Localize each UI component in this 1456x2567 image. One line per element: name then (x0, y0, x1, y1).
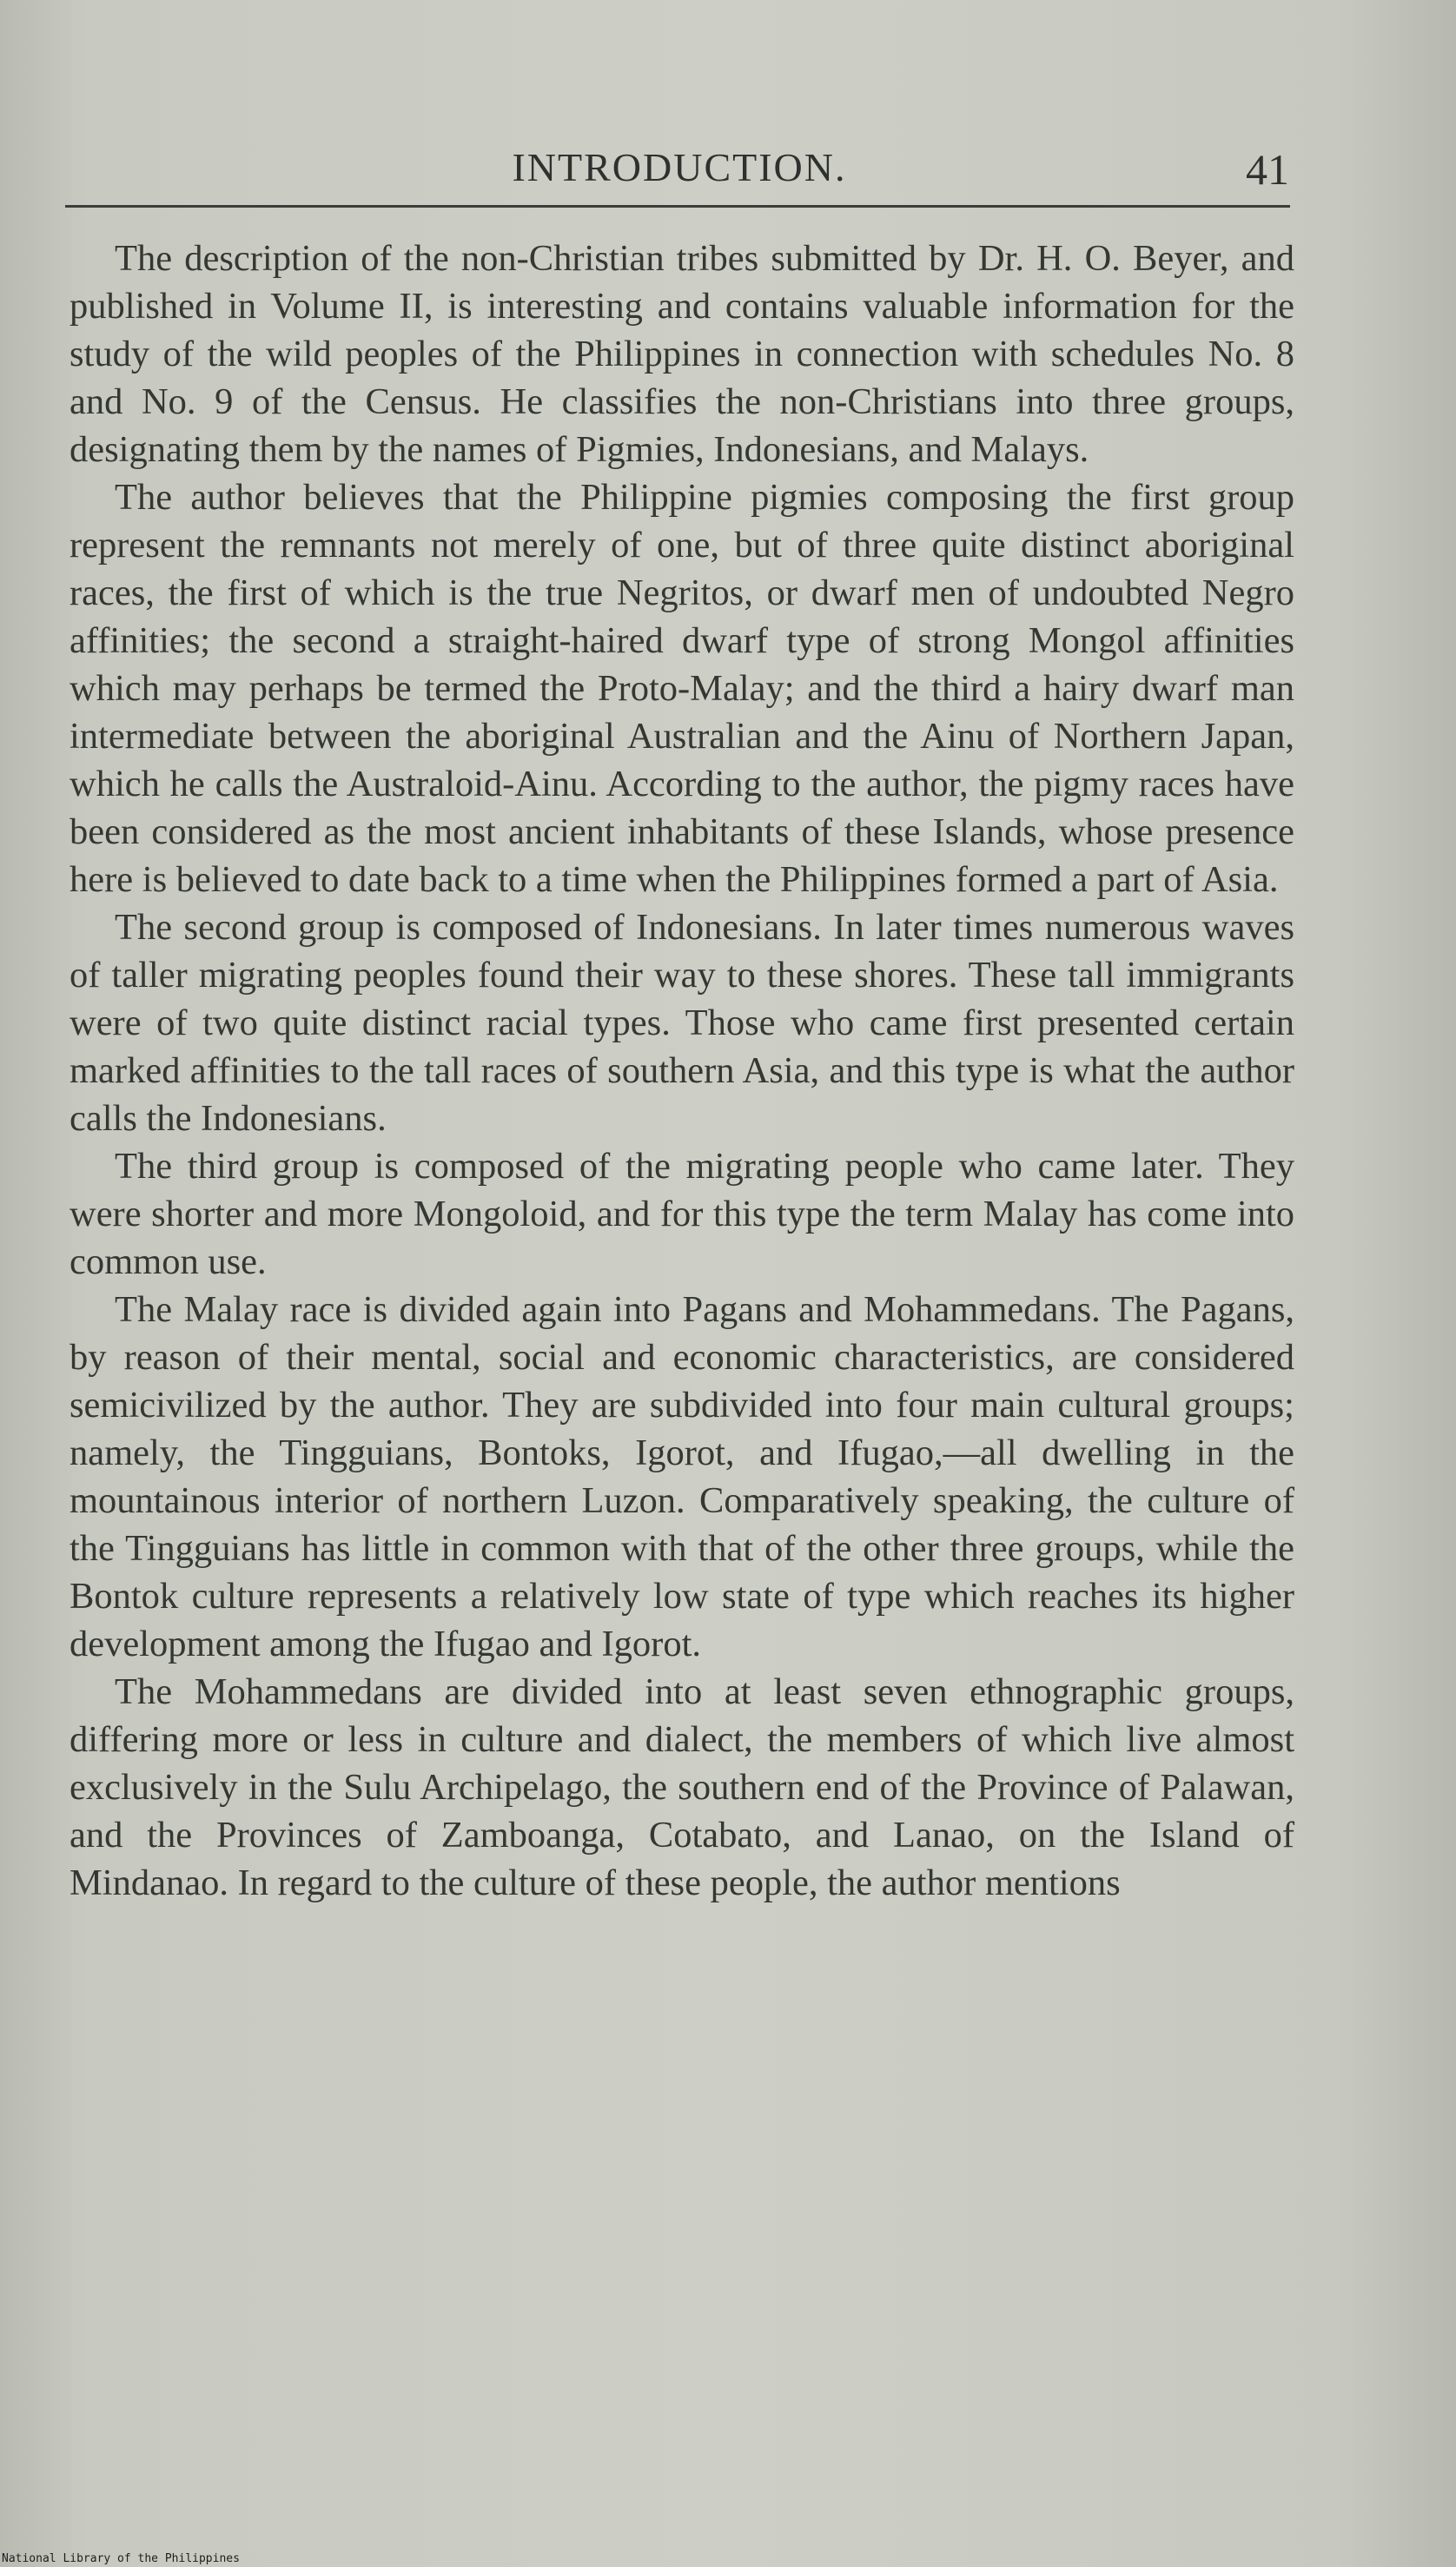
paragraph: The Mohammedans are divided into at least seven ethnographic groups, differing more or less in culture and dialect, the members of which live almost exclusively in the Sulu Archipelago, the southern end of the Province of Palawan, and the Provinces of Zamboanga, Cotabato, and Lanao, on the Island of Mindanao. In regard to the culture of these people, the author mentions (69, 1671, 1294, 1903)
paragraph: The description of the non-Christian tribes submitted by Dr. H. O. Beyer, and published in Volume II, is interesting and contains valuable information for the study of the wild peoples of the Philippines in connection with schedules No. 8 and No. 9 of the Census. He classifies the non-Christians into three groups, designating them by the names of Pigmies, Indonesians, and Malays. (69, 238, 1294, 470)
page-number: 41 (1246, 145, 1289, 194)
header-rule (65, 205, 1290, 208)
page-header (69, 139, 1289, 208)
paragraph: The Malay race is divided again into Pagans and Mohammedans. The Pagans, by reason of their mental, social and economic characteristics, are considered semicivilized by the author. They are subdivided into four main cultural groups; namely, the Tingguians, Bontoks, Igorot, and Ifugao,—all dwelling in the mountainous interior of northern Luzon. Comparatively speaking, the culture of the Tingguians has little in common with that of the other three groups, while the Bontok culture represents a relatively low state of type which reaches its higher development among the Ifugao and Igorot. (69, 1289, 1294, 1664)
paragraph: The second group is composed of Indonesians. In later times numerous waves of taller migrating peoples found their way to these shores. These tall immigrants were of two quite distinct racial types. Those who came first presented certain marked affinities to the tall races of southern Asia, and this type is what the author calls the Indonesians. (69, 907, 1294, 1139)
body-text (69, 235, 1294, 1907)
paragraph: The author believes that the Philippine pigmies composing the first group represent the remnants not merely of one, but of three quite distinct aboriginal races, the first of which is the true Negritos, or dwarf men of undoubted Negro affinities; the second a straight-haired dwarf type of strong Mongol affinities which may perhaps be termed the Proto-Malay; and the third a hairy dwarf man intermediate between the aboriginal Australian and the Ainu of Northern Japan, which he calls the Australoid-Ainu. According to the author, the pigmy races have been considered as the most ancient inhabitants of these Islands, whose presence here is believed to date back to a time when the Philippines formed a part of Asia. (69, 477, 1294, 900)
running-head: INTRODUCTION. (512, 145, 847, 189)
footer-credit: National Library of the Philippines (2, 2552, 240, 2565)
paragraph: The third group is composed of the migrating people who came later. They were shorter and more Mongoloid, and for this type the term Malay has come into common use. (69, 1146, 1294, 1282)
